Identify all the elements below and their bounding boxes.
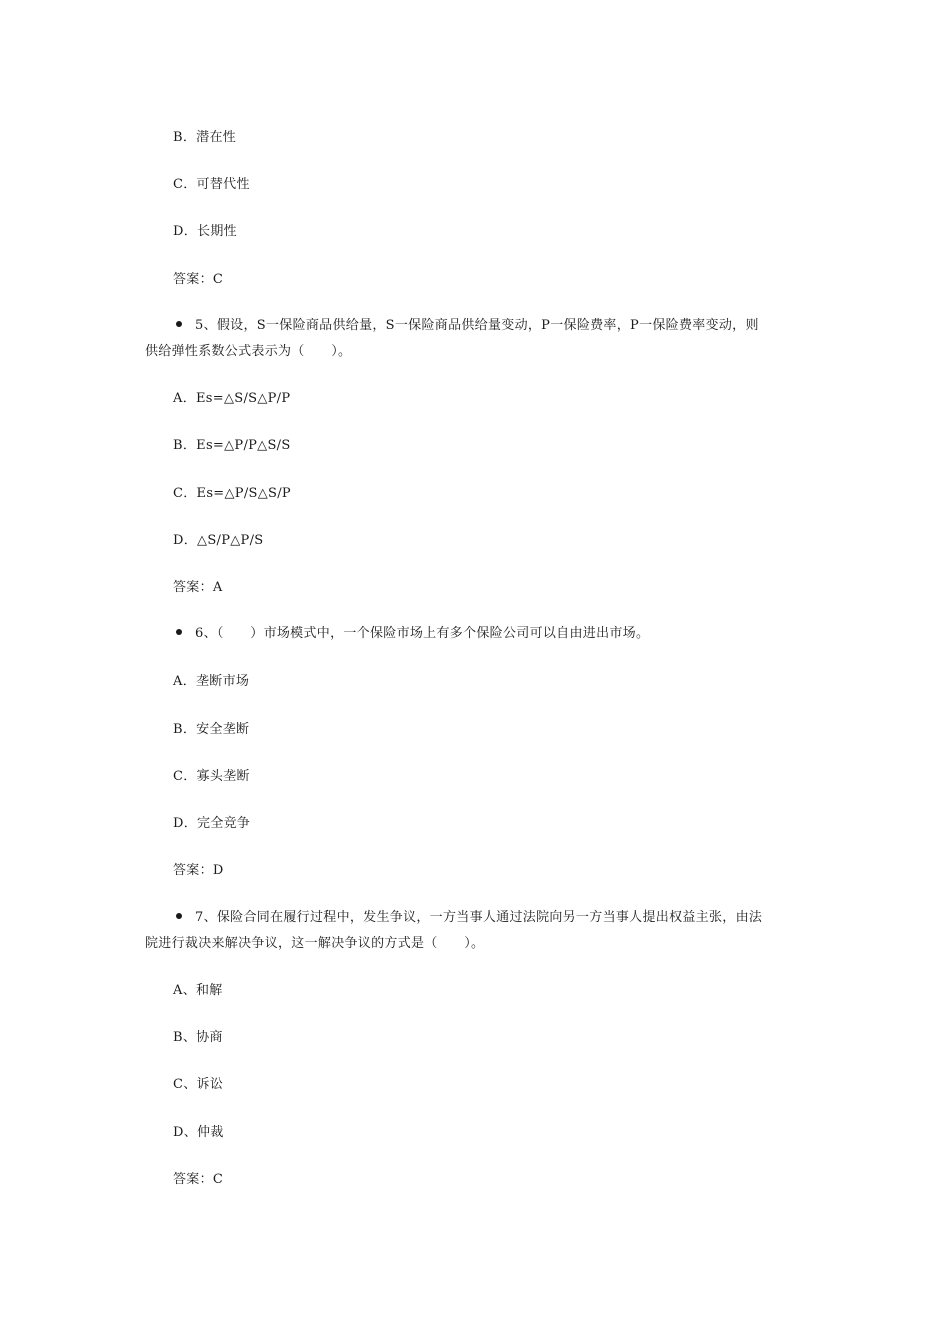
q6-option-c: C．寡头垄断 [173,769,250,784]
q4-answer: 答案：C [173,272,224,287]
q5-option-c: C．Es=△P/S△S/P [173,486,291,501]
bullet-icon [176,321,182,327]
q5-line1-wrap [145,313,810,339]
q7-option-a: A、和解 [173,983,223,998]
q6-line1-wrap [145,621,810,647]
q7-option-b: B、协商 [173,1030,223,1045]
bullet-icon [176,913,182,919]
q7-question [145,905,810,957]
q6-option-d: D．完全竞争 [173,816,251,831]
q5-option-b: B．Es=△P/P△S/S [173,438,291,453]
q7-option-c: C、诉讼 [173,1077,224,1092]
q5-question [145,313,810,365]
q4-option-d: D．长期性 [173,224,237,239]
bullet-icon [176,629,182,635]
q7-answer: 答案：C [173,1172,224,1187]
q6-answer: 答案：D [173,863,224,878]
q5-answer: 答案：A [173,580,223,595]
q5-option-d: D．△S/P△P/S [173,533,264,548]
q7-option-d: D、仲裁 [173,1125,224,1140]
q7-line1-wrap [145,905,810,931]
q6-option-a: A．垄断市场 [173,674,250,689]
q4-option-b: B．潜在性 [173,130,237,145]
q5-line1: 5、假设，S一保险商品供给量，S一保险商品供给量变动，P一保险费率，P一保险费率变动，则 [195,318,759,333]
q6-question [145,621,810,647]
q5-line2: 供给弹性系数公式表示为（ ）。 [145,344,352,359]
q6-line1: 6、（ ）市场模式中，一个保险市场上有多个保险公司可以自由进出市场。 [195,626,650,641]
q5-option-a: A．Es=△S/S△P/P [173,391,291,406]
q7-line2: 院进行裁决来解决争议，这一解决争议的方式是（ ）。 [145,936,485,951]
q4-option-c: C．可替代性 [173,177,250,192]
q7-line1: 7、保险合同在履行过程中，发生争议，一方当事人通过法院向另一方当事人提出权益主张，由法 [195,910,763,925]
q6-option-b: B．安全垄断 [173,722,250,737]
